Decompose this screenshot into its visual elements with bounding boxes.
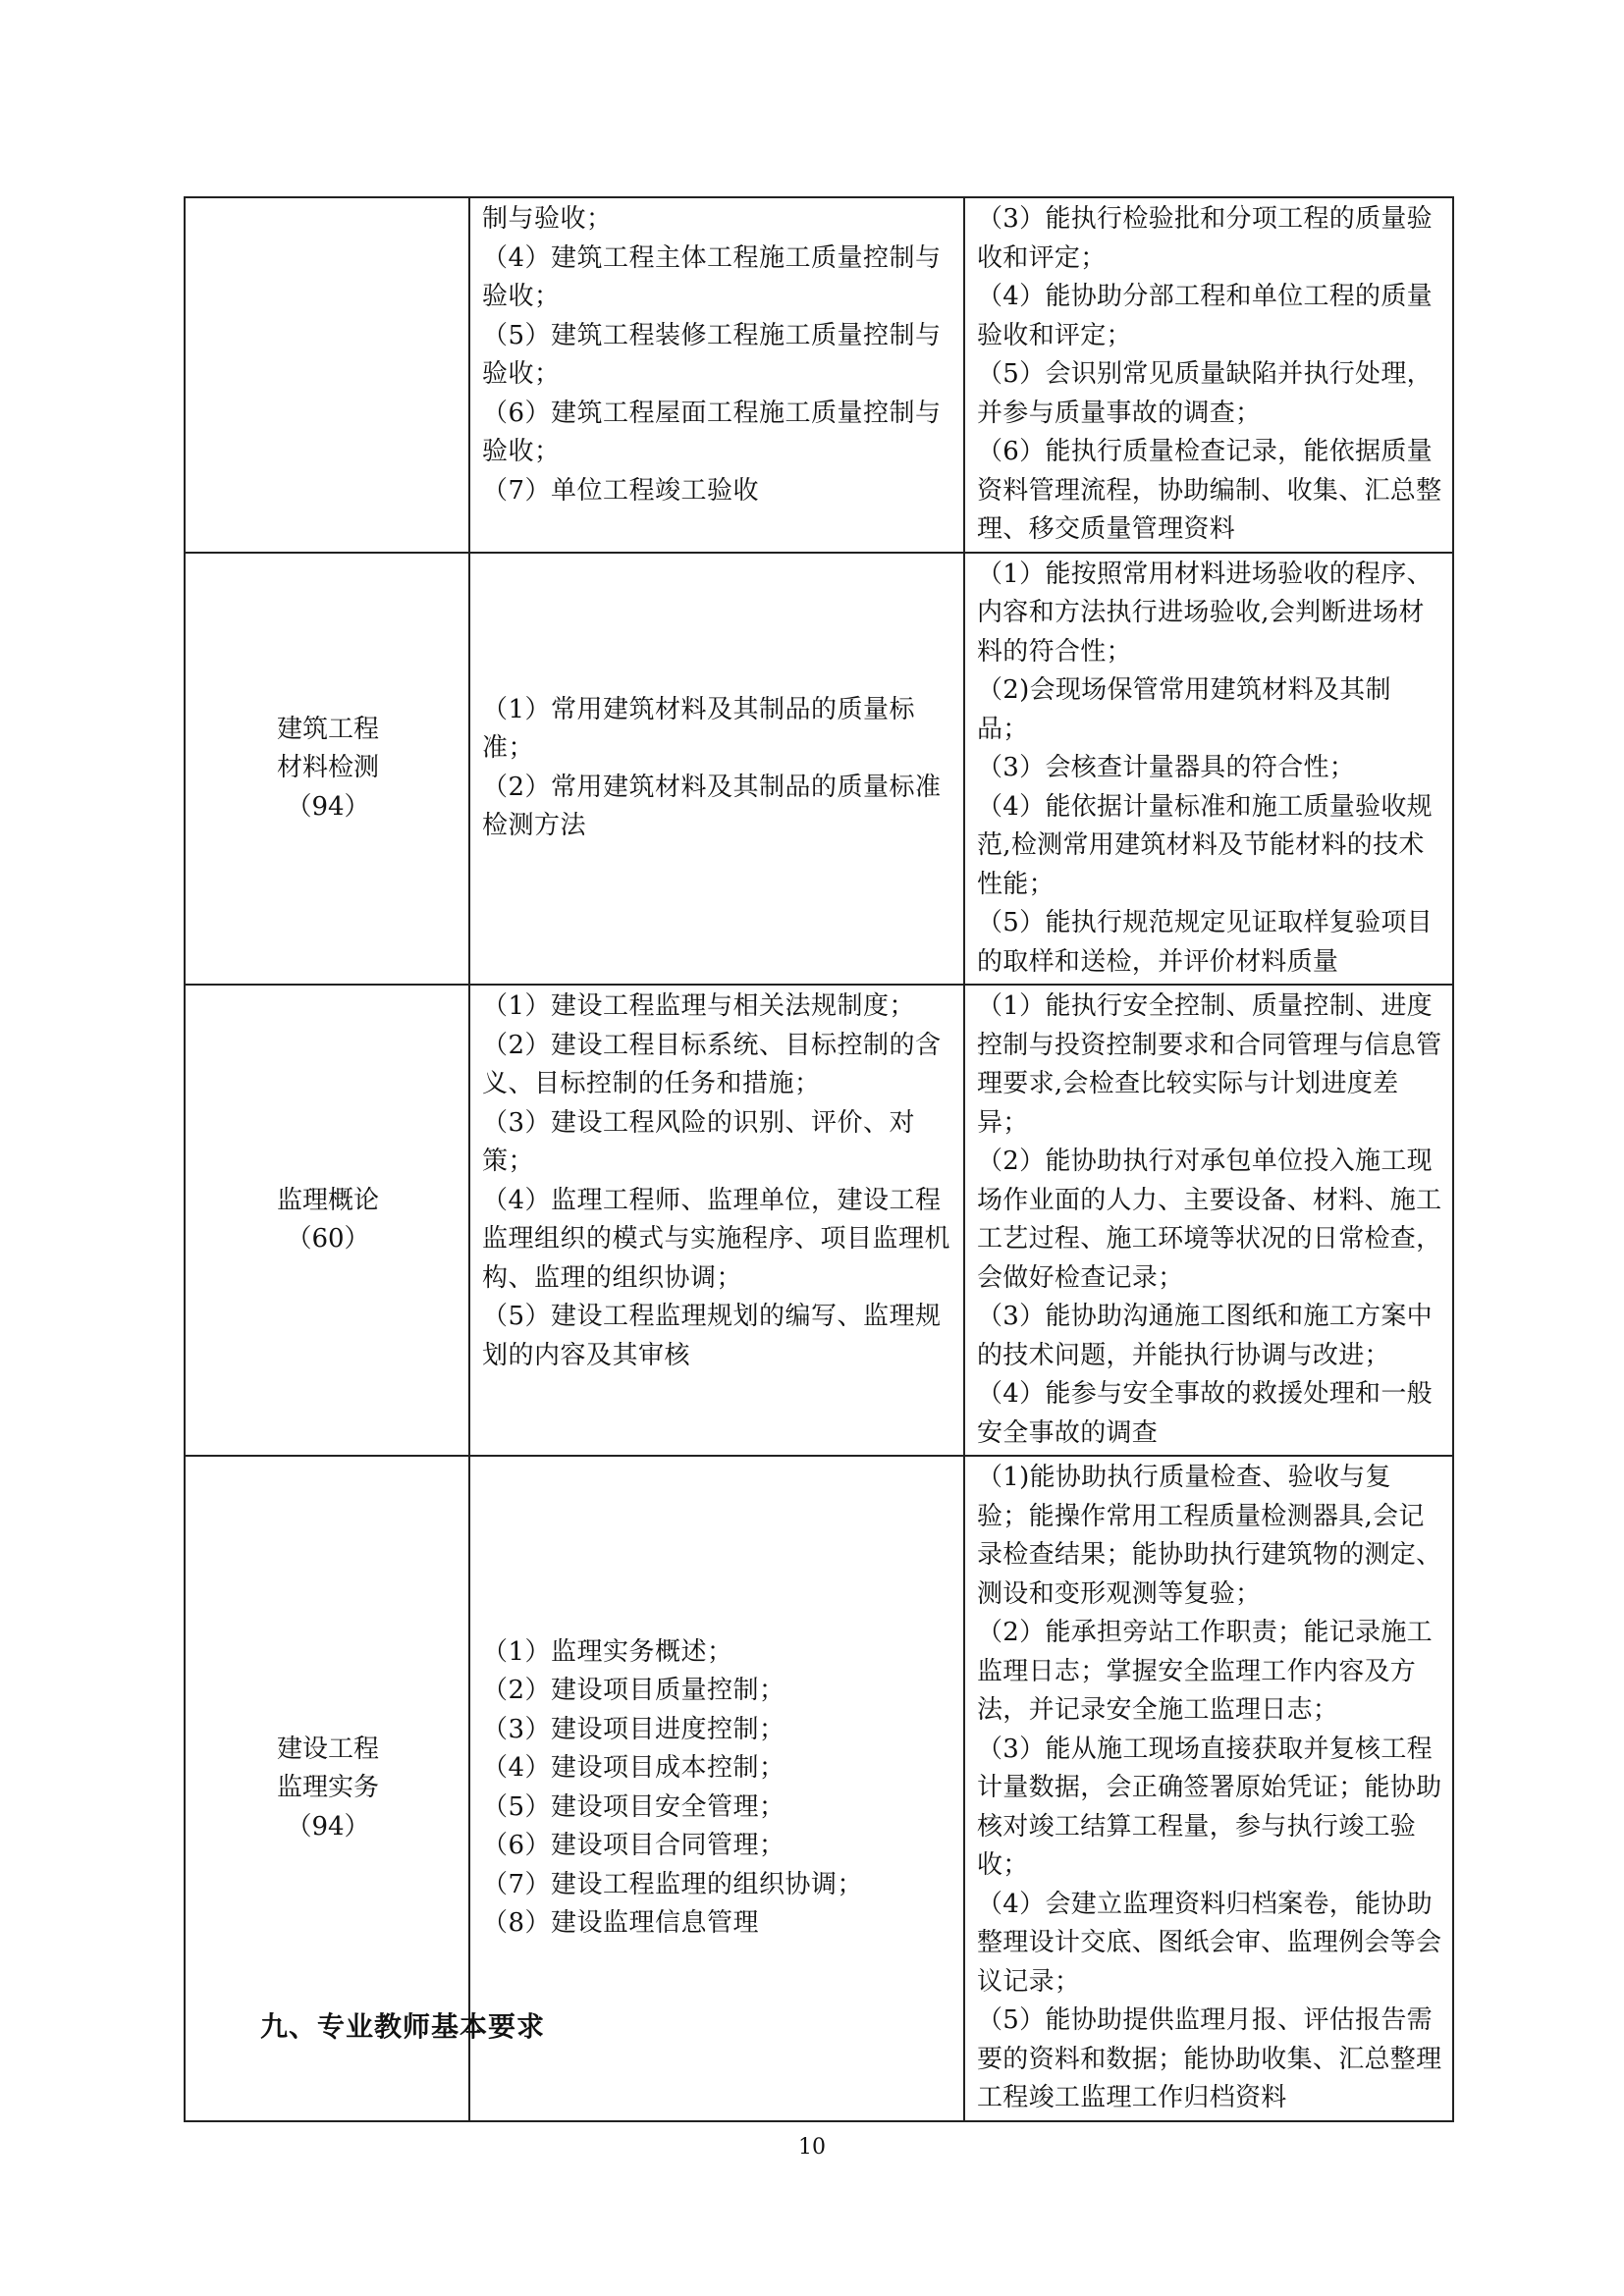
content-line: （1）监理实务概述； [482, 1636, 733, 1667]
course-hours: （94） [286, 791, 370, 822]
ability-requirement-cell [964, 553, 1453, 986]
content-line: （4）建设项目成本控制； [482, 1753, 785, 1784]
ability-line: （1）能按照常用材料进场验收的程序、内容和方法执行进场验收,会判断进场材料的符合性； [977, 559, 1433, 667]
content-line: （6）建设项目合同管理； [482, 1831, 785, 1861]
content-line: （8）建设监理信息管理 [482, 1908, 760, 1939]
content-line: （7）建设工程监理的组织协调； [482, 1869, 864, 1899]
ability-line: （5）能协助提供监理月报、评估报告需要的资料和数据；能协助收集、汇总整理工程竣工监理工作归档资料 [977, 2005, 1442, 2112]
ability-requirement-cell [964, 985, 1453, 1456]
content-line: （3）建设工程风险的识别、评价、对策； [482, 1107, 916, 1176]
content-line: 制与验收； [482, 204, 613, 234]
page-number: 10 [798, 2135, 826, 2160]
content-line: （1）常用建筑材料及其制品的质量标准； [482, 694, 916, 764]
course-hours: （94） [286, 1811, 370, 1842]
ability-line: （2）能承担旁站工作职责；能记录施工监理日志；掌握安全监理工作内容及方法，并记录安全施工监理日志； [977, 1618, 1433, 1725]
ability-line: （2)会现场保管常用建筑材料及其制品； [977, 675, 1391, 744]
section-heading: 九、专业教师基本要求 [260, 2010, 546, 2043]
ability-line: （3）能执行检验批和分项工程的质量验收和评定； [977, 204, 1433, 273]
table-row [185, 985, 1453, 1456]
content-line: （5）建设工程监理规划的编写、监理规划的内容及其审核 [482, 1302, 942, 1370]
course-name-line: 建设工程 [276, 1734, 379, 1764]
content-line: （1）建设工程监理与相关法规制度； [482, 991, 916, 1021]
course-name-line: 材料检测 [276, 753, 379, 782]
content-line: （2）建设项目质量控制； [482, 1676, 785, 1706]
ability-line: （1)能协助执行质量检查、验收与复验；能操作常用工程质量检测器具,会记录检查结果；能协助执行建筑物的测定、测设和变形观测等复验； [977, 1463, 1442, 1609]
content-line: （4）建筑工程主体工程施工质量控制与验收； [482, 242, 942, 311]
course-content-cell [469, 553, 964, 986]
ability-line: （4）能依据计量标准和施工质量验收规范,检测常用建筑材料及节能材料的技术性能； [977, 791, 1433, 899]
course-name-cell [185, 553, 469, 986]
content-line: （6）建筑工程屋面工程施工质量控制与验收； [482, 398, 942, 466]
course-content-cell [469, 197, 964, 553]
content-line: （5）建筑工程装修工程施工质量控制与验收； [482, 320, 942, 389]
content-line: （7）单位工程竣工验收 [482, 475, 760, 506]
ability-requirement-cell [964, 197, 1453, 553]
ability-line: （5）能执行规范规定见证取样复验项目的取样和送检，并评价材料质量 [977, 908, 1433, 977]
content-line: （4）监理工程师、监理单位，建设工程监理组织的模式与实施程序、项目监理机构、监理的组织协调； [482, 1185, 951, 1293]
content-line: （2）常用建筑材料及其制品的质量标准检测方法 [482, 772, 942, 841]
content-line: （2）建设工程目标系统、目标控制的含义、目标控制的任务和措施； [482, 1030, 942, 1098]
ability-line: （3）能协助沟通施工图纸和施工方案中的技术问题，并能执行协调与改进； [977, 1302, 1433, 1370]
ability-line: （5）会识别常见质量缺陷并执行处理，并参与质量事故的调查； [977, 359, 1433, 428]
ability-line: （4）能参与安全事故的救援处理和一般安全事故的调查 [977, 1379, 1433, 1448]
ability-line: （4）会建立监理资料归档案卷，能协助整理设计交底、图纸会审、监理例会等会议记录； [977, 1889, 1442, 1997]
course-hours: （60） [286, 1224, 370, 1254]
ability-line: （4）能协助分部工程和单位工程的质量验收和评定； [977, 282, 1433, 350]
content-line: （5）建设项目安全管理； [482, 1791, 785, 1822]
ability-line: （3）能从施工现场直接获取并复核工程计量数据，会正确签署原始凭证；能协助核对竣工结算工程量，参与执行竣工验收； [977, 1734, 1442, 1880]
course-name-line: 监理实务 [276, 1773, 379, 1802]
course-name-line: 监理概论 [276, 1185, 379, 1215]
ability-requirement-cell [964, 1456, 1453, 2121]
course-content-cell [469, 985, 964, 1456]
ability-line: （1）能执行安全控制、质量控制、进度控制与投资控制要求和合同管理与信息管理要求,会检查比较实际与计划进度差异； [977, 991, 1442, 1138]
table-row [185, 553, 1453, 986]
table-row [185, 197, 1453, 553]
ability-line: （2）能协助执行对承包单位投入施工现场作业面的人力、主要设备、材料、施工工艺过程、施工环境等状况的日常检查，会做好检查记录； [977, 1147, 1442, 1293]
ability-line: （6）能执行质量检查记录，能依据质量资料管理流程，协助编制、收集、汇总整理、移交质量管理资料 [977, 437, 1442, 544]
course-name-cell [185, 985, 469, 1456]
ability-line: （3）会核查计量器具的符合性； [977, 753, 1356, 782]
content-line: （3）建设项目进度控制； [482, 1714, 785, 1744]
course-table [184, 196, 1454, 2122]
course-name-line: 建筑工程 [276, 714, 379, 744]
course-name-cell [185, 197, 469, 553]
